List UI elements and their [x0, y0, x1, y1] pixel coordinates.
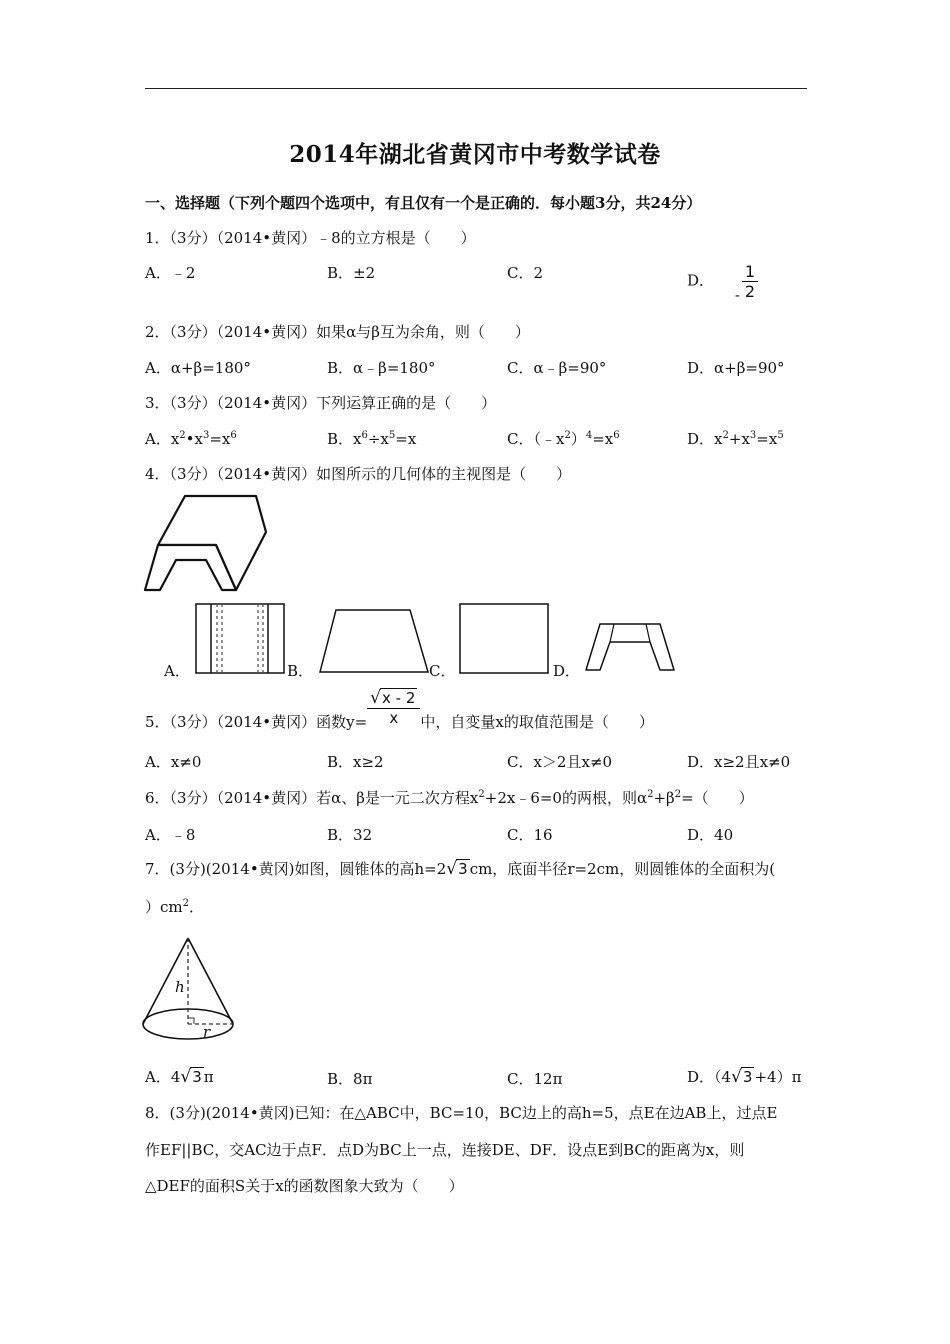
q2-option-d[interactable]: D．α+β=90° — [687, 359, 785, 377]
q6-option-c[interactable]: C．16 — [507, 826, 553, 844]
q6-option-a[interactable]: A．﹣8 — [145, 826, 196, 844]
q1-option-d[interactable] — [687, 262, 758, 304]
question-2-stem: 2．（3分）（2014•黄冈）如果α与β互为余角，则（ ） — [145, 323, 530, 341]
q1-option-a[interactable]: A．﹣2 — [145, 264, 196, 282]
q3-option-a[interactable]: A．$x^2•x^3=x^6$ — [145, 430, 237, 448]
question-8-stem-line3: △DEF的面积S关于x的函数图象大致为（ ） — [145, 1177, 464, 1195]
q4-option-c-figure[interactable] — [459, 603, 549, 674]
question-8-stem-line2: 作EF||BC，交AC边于点F．点D为BC上一点，连接DE、DF．设点E到BC的距离为x，则 — [145, 1141, 745, 1159]
question-5-stem: 5．（3分）（2014•黄冈）函数y= $\frac{√x - 2}{x}$ 中，自变量x的取值范围是（ ） — [145, 688, 654, 731]
q6-option-b[interactable]: B．32 — [327, 826, 373, 844]
question-8-stem-line1: 8．(3分)(2014•黄冈)已知：在△ABC中，BC=10，BC边上的高h=5，点E在边AB上，过点E — [145, 1104, 778, 1122]
q1-option-d-label: D． — [687, 271, 715, 290]
q4-option-b-label[interactable]: B． — [287, 662, 314, 680]
q3-option-d[interactable]: D．$x^2+x^3=x^5$ — [687, 430, 784, 448]
question-4-stem: 4．（3分）（2014•黄冈）如图所示的几何体的主视图是（ ） — [145, 465, 572, 483]
q5-option-d[interactable]: D．x≥2且x≠0 — [687, 753, 791, 771]
cone-figure — [137, 935, 237, 1045]
question-1-stem: 1．（3分）（2014•黄冈）﹣8的立方根是（ ） — [145, 229, 476, 247]
header-rule — [145, 88, 807, 89]
question-7-stem-line2: ）$cm^2$． — [145, 898, 205, 916]
q1-option-c[interactable]: C．2 — [507, 264, 544, 282]
question-7-stem: 7．(3分)(2014•黄冈)如图，圆锥体的高h=2√3 cm，底面半径r=2cm，则圆锥体的全面积为( — [145, 859, 776, 879]
q5-option-a[interactable]: A．x≠0 — [145, 753, 202, 771]
q4-option-b-figure[interactable] — [318, 608, 430, 674]
q7-option-c[interactable]: C．12π — [507, 1070, 563, 1088]
q4-option-a-label[interactable]: A． — [164, 662, 190, 680]
q5-option-b[interactable]: B．x≥2 — [327, 753, 384, 771]
page-title: 2014年湖北省黄冈市中考数学试卷 — [289, 141, 661, 168]
q4-option-d-figure[interactable] — [584, 618, 676, 674]
question-6-stem: 6．（3分）（2014•黄冈）若α、β是一元二次方程$x^2+2x﹣6=0$的两根，则$\alpha^2+\beta^2=$（ ） — [145, 789, 754, 807]
section-heading: 一、选择题（下列个题四个选项中，有且仅有一个是正确的．每小题3分，共24分） — [145, 194, 702, 212]
q1-option-b[interactable]: B．±2 — [327, 264, 376, 282]
q7-option-d[interactable]: D．（4√3 +4）π — [687, 1067, 802, 1087]
q2-option-b[interactable]: B．α﹣β=180° — [327, 359, 436, 377]
question-3-stem: 3．（3分）（2014•黄冈）下列运算正确的是（ ） — [145, 394, 497, 412]
q2-option-a[interactable]: A．α+β=180° — [145, 359, 251, 377]
q5-fraction: $\frac{√x - 2}{x}$ — [367, 688, 420, 727]
q3-option-c[interactable]: C．$(﹣x^2)^4=x^6$ — [507, 430, 620, 448]
q1-d-fraction: $\frac{1}{2}$ — [742, 262, 758, 301]
q2-option-c[interactable]: C．α﹣β=90° — [507, 359, 607, 377]
cone-h-label: h — [175, 978, 185, 996]
q6-option-d[interactable]: D．40 — [687, 826, 734, 844]
q7-option-b[interactable]: B．8π — [327, 1070, 373, 1088]
q4-option-a-figure[interactable] — [195, 603, 285, 674]
q4-option-d-label[interactable]: D． — [553, 662, 581, 680]
q1-d-sign: - — [734, 285, 740, 304]
q7-option-a[interactable]: A．4√3 π — [145, 1067, 214, 1087]
q5-option-c[interactable]: C．x＞2且x≠0 — [507, 753, 613, 771]
q3-option-b[interactable]: B．$x^6\div x^5=x$ — [327, 430, 417, 448]
cone-r-label: r — [203, 1023, 211, 1041]
q4-option-c-label[interactable]: C． — [429, 662, 456, 680]
